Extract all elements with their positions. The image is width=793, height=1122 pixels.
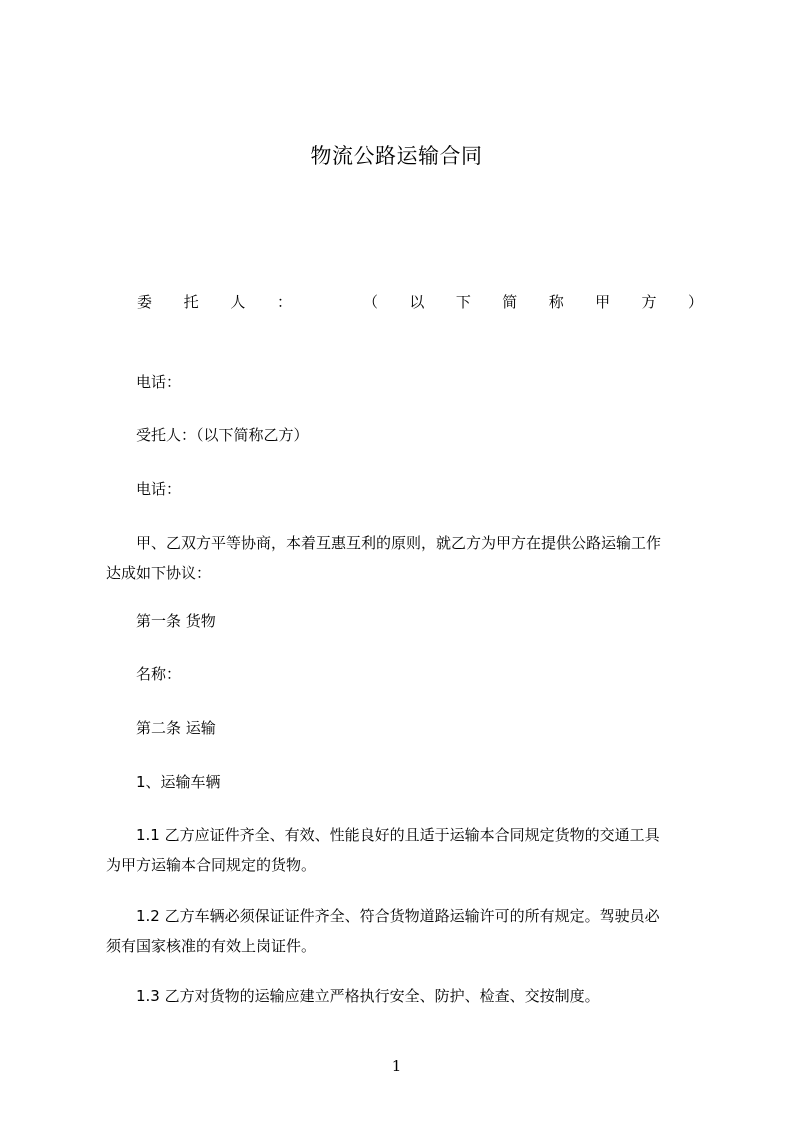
clause-1-2-line-1: 1.2 乙方车辆必须保证证件齐全、符合货物道路运输许可的所有规定。驾驶员必 [136,907,660,925]
client-char: 以 [409,293,425,311]
clause-1-2-line-2: 须有国家核准的有效上岗证件。 [106,937,317,955]
trustee-line: 受托人：（以下简称乙方） [136,426,309,444]
document-title: 物流公路运输合同 [310,144,483,168]
client-char: 甲 [595,293,611,311]
intro-line-2: 达成如下协议： [106,564,212,582]
clause-1-1-line-2: 为甲方运输本合同规定的货物。 [106,856,317,874]
clause-1-1-line-1: 1.1 乙方应证件齐全、有效、性能良好的且适于运输本合同规定货物的交通工具 [136,826,660,844]
article-1-heading: 第一条 货物 [136,612,216,630]
intro-line-1: 甲、乙双方平等协商，本着互惠互利的原则，就乙方为甲方在提供公路运输工作 [136,534,662,552]
clause-1-2 [106,901,702,961]
client-char: 人 [230,293,246,311]
client-char: 简 [502,293,518,311]
client-char: 下 [455,293,471,311]
clause-1-1 [106,820,702,880]
section-1-heading: 1、运输车辆 [136,773,221,791]
client-char: （ [363,293,379,311]
client-char: 方 [641,293,657,311]
client-char: 托 [183,293,199,311]
page-number: 1 [391,1057,402,1075]
client-char: 委 [137,293,153,311]
phone-b-line: 电话： [136,480,182,498]
client-char: 称 [548,293,564,311]
client-char: ） [687,293,703,311]
client-char: ： [276,293,292,311]
article-2-heading: 第二条 运输 [136,719,216,737]
client-label [137,292,292,312]
goods-name-line: 名称： [136,665,182,683]
clause-1-3: 1.3 乙方对货物的运输应建立严格执行安全、防护、检查、交按制度。 [136,987,600,1005]
intro-paragraph [106,528,702,588]
client-alias [363,292,703,312]
phone-a-line: 电话： [136,373,182,391]
